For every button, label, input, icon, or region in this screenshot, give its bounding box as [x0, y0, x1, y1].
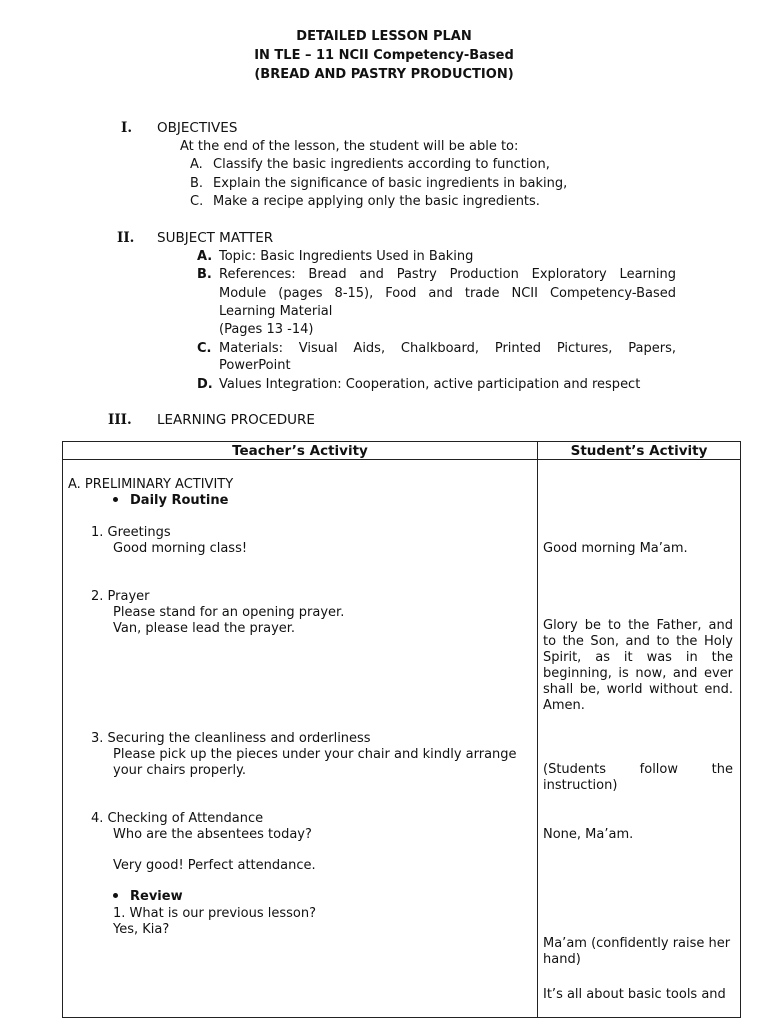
review-heading: Review [113, 888, 183, 906]
objective-letter-a: A. [190, 157, 203, 172]
subject-letter-a: A. [197, 249, 213, 264]
review-reply1-line2: hand) [543, 952, 581, 967]
prayer-reply-line3: Spirit, as it was in the [543, 650, 733, 665]
subject-letter-d: D. [197, 377, 213, 392]
column-header-student: Student’s Activity [538, 442, 741, 460]
prayer-line2: Van, please lead the prayer. [113, 621, 296, 636]
cleanliness-line1: Please pick up the pieces under your chair and kindly arrange [113, 747, 517, 762]
prayer-reply-line1: Glory be to the Father, and [543, 618, 733, 633]
doc-title-line3: (BREAD AND PASTRY PRODUCTION) [254, 67, 514, 82]
section-numeral-2: II. [117, 230, 135, 246]
subject-letter-c: C. [197, 341, 212, 356]
prayer-reply-line6: Amen. [543, 698, 585, 713]
prayer-title: 2. Prayer [91, 589, 150, 604]
attendance-title: 4. Checking of Attendance [91, 811, 264, 826]
objective-text-c: Make a recipe applying only the basic ingredients. [213, 194, 540, 209]
prayer-reply-line5: shall be, world without end. [543, 682, 733, 697]
teacher-activity-cell [63, 460, 538, 1018]
objective-text-b: Explain the significance of basic ingredients in baking, [213, 176, 568, 191]
prayer-line1: Please stand for an opening prayer. [113, 605, 345, 620]
subject-text-c-line2: PowerPoint [219, 358, 291, 373]
attendance-reply: None, Ma’am. [543, 827, 634, 842]
subject-text-b-line4: (Pages 13 -14) [219, 322, 314, 337]
column-header-teacher: Teacher’s Activity [63, 442, 538, 460]
review-reply1-line1: Ma’am (confidently raise her [543, 936, 731, 951]
subject-text-d: Values Integration: Cooperation, active participation and respect [219, 377, 641, 392]
bullet-icon [113, 497, 118, 502]
daily-routine-heading: Daily Routine [113, 492, 228, 510]
procedure-table [62, 441, 741, 1018]
cleanliness-title: 3. Securing the cleanliness and orderliness [91, 731, 371, 746]
cleanliness-reply-line2: instruction) [543, 778, 618, 793]
review-line2: Yes, Kia? [113, 922, 170, 937]
section-title-procedure: LEARNING PROCEDURE [157, 412, 315, 428]
subject-text-b-line3: Learning Material [219, 304, 333, 319]
attendance-line2: Very good! Perfect attendance. [113, 858, 316, 873]
section-numeral-3: III. [108, 412, 132, 428]
objective-letter-b: B. [190, 176, 204, 191]
subject-text-b-line2: Module (pages 8-15), Food and trade NCII Competency-Based [219, 286, 676, 301]
doc-title-line1: DETAILED LESSON PLAN [296, 29, 472, 44]
subject-text-b-line1: References: Bread and Pastry Production Exploratory Learning [219, 267, 676, 282]
bullet-icon [113, 893, 118, 898]
subject-letter-b: B. [197, 267, 212, 282]
review-line1: 1. What is our previous lesson? [113, 906, 316, 921]
cleanliness-line2: your chairs properly. [113, 763, 247, 778]
cleanliness-reply-line1: (Students follow the [543, 762, 733, 777]
prelim-activity-heading: A. PRELIMINARY ACTIVITY [68, 477, 234, 492]
prayer-reply-line4: beginning, is now, and ever [543, 666, 733, 681]
subject-text-c-line1: Materials: Visual Aids, Chalkboard, Printed Pictures, Papers, [219, 341, 676, 356]
greetings-line: Good morning class! [113, 541, 248, 556]
doc-title-line2: IN TLE – 11 NCII Competency-Based [254, 48, 514, 63]
objective-text-a: Classify the basic ingredients according to function, [213, 157, 550, 172]
subject-text-a: Topic: Basic Ingredients Used in Baking [219, 249, 474, 264]
student-activity-cell [538, 460, 741, 1018]
section-title-subject-matter: SUBJECT MATTER [157, 230, 274, 246]
section-title-objectives: OBJECTIVES [157, 120, 238, 136]
greetings-title: 1. Greetings [91, 525, 171, 540]
section-numeral-1: I. [121, 120, 133, 136]
review-reply2: It’s all about basic tools and [543, 987, 726, 1002]
attendance-line1: Who are the absentees today? [113, 827, 312, 842]
greetings-reply: Good morning Ma’am. [543, 541, 688, 556]
prayer-reply-line2: to the Son, and to the Holy [543, 634, 733, 649]
objectives-intro: At the end of the lesson, the student will be able to: [180, 139, 519, 154]
objective-letter-c: C. [190, 194, 204, 209]
